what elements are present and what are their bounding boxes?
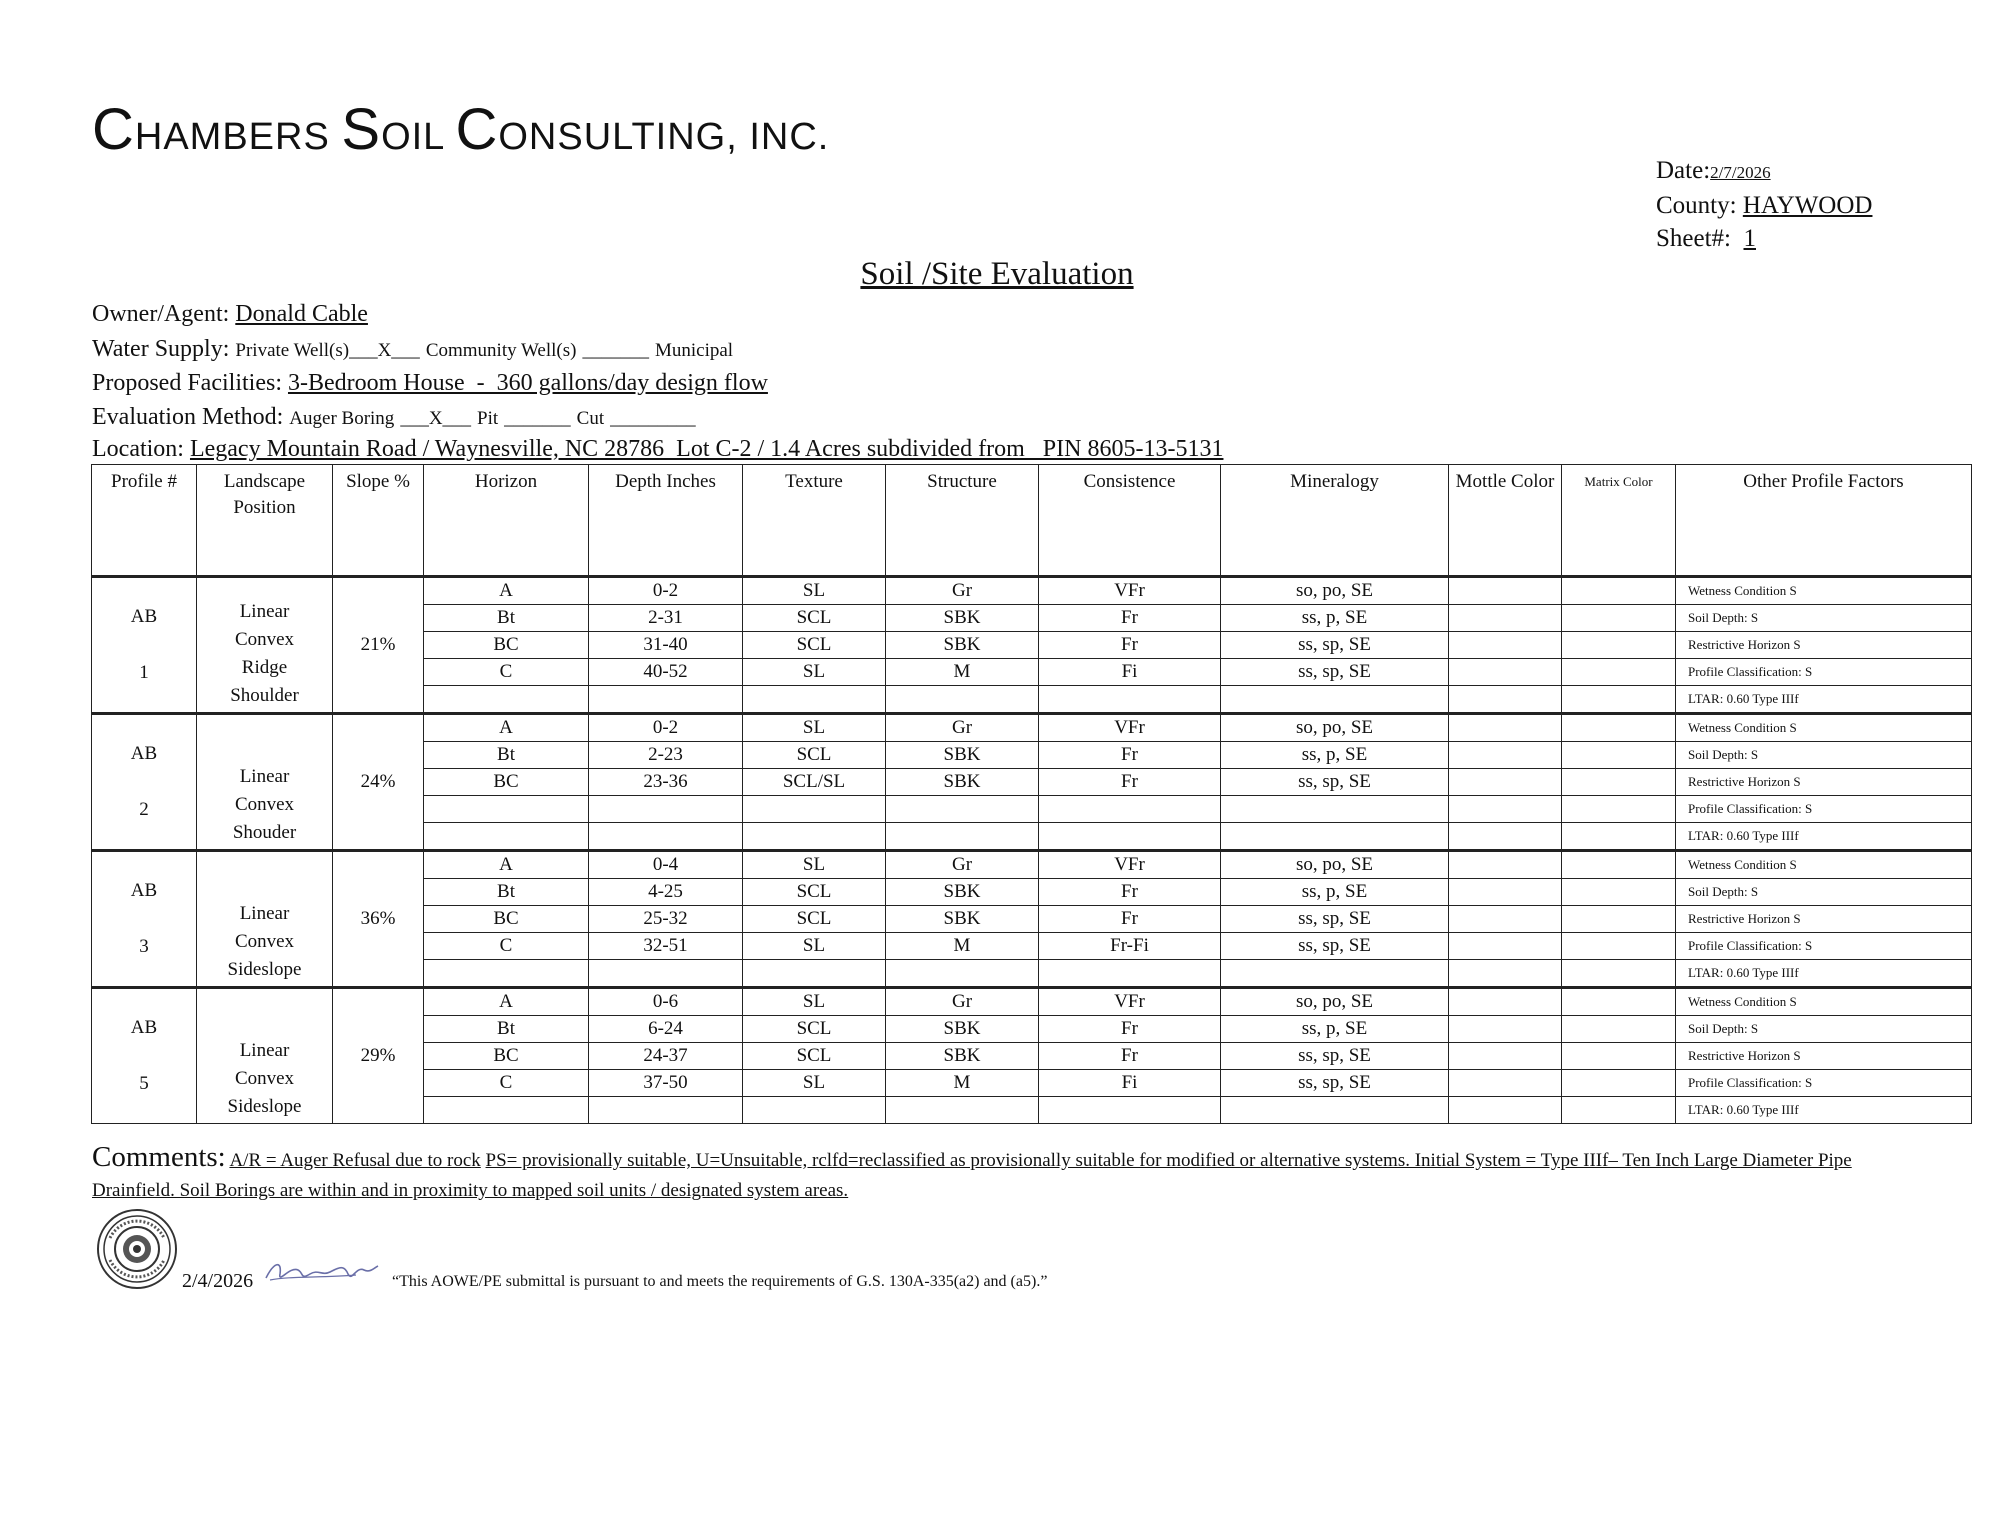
mottle-color-cell — [1449, 742, 1562, 769]
table-cell — [1221, 823, 1449, 851]
table-cell: 2-23 — [589, 742, 743, 769]
column-header: Horizon — [424, 465, 589, 577]
column-header: Other Profile Factors — [1676, 465, 1972, 577]
statutory-statement: “This AOWE/PE submittal is pursuant to and meets the requirements of G.S. 130A-335(a2) and (a5).” — [392, 1273, 1048, 1290]
table-cell: VFr — [1039, 577, 1221, 605]
company-name-initial: C — [455, 97, 499, 162]
mottle-color-cell — [1449, 960, 1562, 988]
table-cell: Fr — [1039, 906, 1221, 933]
table-cell — [886, 1097, 1039, 1124]
table-cell — [1221, 796, 1449, 823]
profile-factor-cell: Soil Depth: S — [1676, 742, 1972, 769]
table-cell: ss, sp, SE — [1221, 659, 1449, 686]
profile-factor-cell: Profile Classification: S — [1676, 796, 1972, 823]
table-cell: 0-2 — [589, 577, 743, 605]
column-header: Profile # — [92, 465, 197, 577]
column-header: Texture — [743, 465, 886, 577]
matrix-color-cell — [1562, 988, 1676, 1016]
table-cell: 32-51 — [589, 933, 743, 960]
matrix-color-cell — [1562, 686, 1676, 714]
table-cell: ss, p, SE — [1221, 1016, 1449, 1043]
table-cell: ss, sp, SE — [1221, 933, 1449, 960]
table-cell: 6-24 — [589, 1016, 743, 1043]
table-cell — [589, 686, 743, 714]
table-cell — [1221, 1097, 1449, 1124]
table-cell: VFr — [1039, 714, 1221, 742]
table-cell — [743, 686, 886, 714]
table-cell: C — [424, 1070, 589, 1097]
table-cell — [886, 796, 1039, 823]
table-cell: Fr — [1039, 769, 1221, 796]
table-cell: Gr — [886, 988, 1039, 1016]
table-cell — [424, 1097, 589, 1124]
table-cell — [589, 1097, 743, 1124]
profile-factor-cell: Profile Classification: S — [1676, 933, 1972, 960]
water-supply-field: Water Supply: Private Well(s)___X___ Community Well(s) _______ Municipal — [92, 336, 734, 362]
table-cell: C — [424, 659, 589, 686]
table-cell: SL — [743, 659, 886, 686]
profile-factor-cell: LTAR: 0.60 Type IIIf — [1676, 1097, 1972, 1124]
table-cell: Bt — [424, 605, 589, 632]
profile-factor-cell: Soil Depth: S — [1676, 879, 1972, 906]
mottle-color-cell — [1449, 823, 1562, 851]
column-header: Structure — [886, 465, 1039, 577]
table-cell: Bt — [424, 742, 589, 769]
matrix-color-cell — [1562, 851, 1676, 879]
table-cell — [743, 960, 886, 988]
table-row — [92, 577, 1972, 605]
table-row — [92, 988, 1972, 1016]
owner-field: Owner/Agent: Donald Cable — [92, 301, 368, 327]
table-cell: SCL — [743, 1016, 886, 1043]
table-cell: 24-37 — [589, 1043, 743, 1070]
table-cell: Fr — [1039, 742, 1221, 769]
table-cell: SBK — [886, 769, 1039, 796]
table-cell — [1039, 796, 1221, 823]
mottle-color-cell — [1449, 1097, 1562, 1124]
mottle-color-cell — [1449, 988, 1562, 1016]
matrix-color-cell — [1562, 659, 1676, 686]
sheet-line: Sheet#: 1 — [1656, 225, 1756, 252]
county-value: HAYWOOD — [1742, 192, 1873, 219]
table-cell: A — [424, 988, 589, 1016]
profile-factor-cell: Restrictive Horizon S — [1676, 1043, 1972, 1070]
mottle-color-cell — [1449, 1043, 1562, 1070]
table-cell: 0-2 — [589, 714, 743, 742]
table-cell: ss, sp, SE — [1221, 769, 1449, 796]
mottle-color-cell — [1449, 879, 1562, 906]
soil-evaluation-table — [91, 464, 1972, 1124]
landscape-position-cell: Linear Convex Shouder — [197, 714, 333, 851]
table-cell: ss, sp, SE — [1221, 906, 1449, 933]
mottle-color-cell — [1449, 659, 1562, 686]
document-meta — [1656, 154, 1872, 255]
table-cell — [424, 686, 589, 714]
matrix-color-cell — [1562, 769, 1676, 796]
signature-icon — [260, 1256, 382, 1290]
table-cell — [424, 960, 589, 988]
table-cell: BC — [424, 906, 589, 933]
seal-icon — [96, 1208, 178, 1290]
table-cell: Fr — [1039, 632, 1221, 659]
profile-factor-cell: LTAR: 0.60 Type IIIf — [1676, 686, 1972, 714]
table-cell: SL — [743, 851, 886, 879]
date-value: 2/7/2026 — [1710, 163, 1771, 182]
matrix-color-cell — [1562, 1097, 1676, 1124]
table-cell — [424, 796, 589, 823]
table-body — [92, 577, 1972, 1124]
company-name-part: ONSULTING, INC. — [498, 116, 830, 158]
table-cell: 2-31 — [589, 605, 743, 632]
table-cell: C — [424, 933, 589, 960]
table-cell: M — [886, 659, 1039, 686]
matrix-color-cell — [1562, 605, 1676, 632]
table-cell — [743, 1097, 886, 1124]
table-cell: BC — [424, 1043, 589, 1070]
table-cell: 40-52 — [589, 659, 743, 686]
table-cell: A — [424, 577, 589, 605]
table-cell — [1221, 960, 1449, 988]
company-name-initial: C — [92, 97, 135, 162]
table-cell — [589, 960, 743, 988]
profile-number-cell: AB 2 — [92, 714, 197, 851]
table-cell: M — [886, 933, 1039, 960]
matrix-color-cell — [1562, 1070, 1676, 1097]
table-cell: Fr — [1039, 879, 1221, 906]
table-header-row — [92, 465, 1972, 577]
table-cell: SCL/SL — [743, 769, 886, 796]
profile-number-cell: AB 3 — [92, 851, 197, 988]
table-cell — [1039, 823, 1221, 851]
table-cell: SCL — [743, 742, 886, 769]
mottle-color-cell — [1449, 906, 1562, 933]
column-header: Depth Inches — [589, 465, 743, 577]
table-cell: so, po, SE — [1221, 988, 1449, 1016]
profile-factor-cell: Profile Classification: S — [1676, 1070, 1972, 1097]
table-cell: Gr — [886, 577, 1039, 605]
mottle-color-cell — [1449, 632, 1562, 659]
table-cell: 4-25 — [589, 879, 743, 906]
mottle-color-cell — [1449, 1070, 1562, 1097]
table-cell: 0-6 — [589, 988, 743, 1016]
table-cell — [743, 823, 886, 851]
table-cell: ss, p, SE — [1221, 605, 1449, 632]
facilities-value: 3-Bedroom House - 360 gallons/day design flow — [287, 370, 768, 396]
owner-value: Donald Cable — [235, 301, 368, 327]
mottle-color-cell — [1449, 769, 1562, 796]
table-cell — [589, 796, 743, 823]
mottle-color-cell — [1449, 577, 1562, 605]
table-cell: Fr — [1039, 605, 1221, 632]
table-cell — [1221, 686, 1449, 714]
table-row — [92, 851, 1972, 879]
table-cell: SBK — [886, 879, 1039, 906]
soil-scientist-seal — [96, 1208, 178, 1290]
comments-label: Comments: — [92, 1141, 226, 1173]
table-cell: Bt — [424, 879, 589, 906]
table-cell: A — [424, 714, 589, 742]
slope-cell: 21% — [333, 577, 424, 714]
table-cell — [886, 823, 1039, 851]
mottle-color-cell — [1449, 796, 1562, 823]
matrix-color-cell — [1562, 742, 1676, 769]
matrix-color-cell — [1562, 796, 1676, 823]
table-cell: 23-36 — [589, 769, 743, 796]
matrix-color-cell — [1562, 1016, 1676, 1043]
profile-factor-cell: Wetness Condition S — [1676, 577, 1972, 605]
column-header: Mottle Color — [1449, 465, 1562, 577]
slope-cell: 36% — [333, 851, 424, 988]
table-cell: SCL — [743, 605, 886, 632]
table-cell: ss, sp, SE — [1221, 1043, 1449, 1070]
table-cell: Gr — [886, 851, 1039, 879]
table-cell: Fi — [1039, 659, 1221, 686]
page-title: Soil /Site Evaluation — [860, 256, 1134, 292]
table-cell: ss, sp, SE — [1221, 632, 1449, 659]
table-cell: 0-4 — [589, 851, 743, 879]
table-cell: Bt — [424, 1016, 589, 1043]
table-cell: SBK — [886, 632, 1039, 659]
comments-text-2: PS= provisionally suitable, U=Unsuitable, rclfd=reclassified as provisionally suitable for modified or alternative systems. Initial System = Type IIIf– Ten Inch Large Diameter Pipe Drainfield. Soil Borings are within and in proximity to mapped soil units / designated system areas. — [92, 1150, 1852, 1201]
comments-text-1: A/R = Auger Refusal due to rock — [229, 1150, 481, 1171]
matrix-color-cell — [1562, 906, 1676, 933]
company-name-part: OIL — [381, 116, 456, 158]
comments — [92, 1142, 1902, 1206]
table-cell: SL — [743, 1070, 886, 1097]
profile-factor-cell: Restrictive Horizon S — [1676, 632, 1972, 659]
table-cell: SBK — [886, 1016, 1039, 1043]
column-header: Mineralogy — [1221, 465, 1449, 577]
location-value: Legacy Mountain Road / Waynesville, NC 28786 Lot C-2 / 1.4 Acres subdivided from PIN 8605-13-5131 — [189, 436, 1224, 462]
landscape-position-cell: Linear Convex Ridge Shoulder — [197, 577, 333, 714]
mottle-color-cell — [1449, 933, 1562, 960]
signature-date: 2/4/2026 — [182, 1270, 254, 1292]
table-cell: SCL — [743, 879, 886, 906]
company-name-part: HAMBERS — [134, 116, 342, 158]
mottle-color-cell — [1449, 714, 1562, 742]
company-name-initial: S — [341, 97, 382, 162]
sheet-value: 1 — [1743, 225, 1756, 252]
table-cell: Fr-Fi — [1039, 933, 1221, 960]
landscape-position-cell: Linear Convex Sideslope — [197, 851, 333, 988]
landscape-position-cell: Linear Convex Sideslope — [197, 988, 333, 1124]
table-cell: VFr — [1039, 988, 1221, 1016]
mottle-color-cell — [1449, 851, 1562, 879]
table-cell: M — [886, 1070, 1039, 1097]
matrix-color-cell — [1562, 1043, 1676, 1070]
table-row — [92, 714, 1972, 742]
table-cell: 25-32 — [589, 906, 743, 933]
mottle-color-cell — [1449, 605, 1562, 632]
table-cell — [886, 960, 1039, 988]
table-cell: so, po, SE — [1221, 851, 1449, 879]
table-cell — [424, 823, 589, 851]
profile-factor-cell: Wetness Condition S — [1676, 851, 1972, 879]
mottle-color-cell — [1449, 1016, 1562, 1043]
date-line: Date:2/7/2026 — [1656, 157, 1771, 184]
table-cell: 31-40 — [589, 632, 743, 659]
column-header: Slope % — [333, 465, 424, 577]
table-cell — [1039, 686, 1221, 714]
matrix-color-cell — [1562, 577, 1676, 605]
matrix-color-cell — [1562, 879, 1676, 906]
column-header: Landscape Position — [197, 465, 333, 577]
facilities-field: Proposed Facilities: 3-Bedroom House - 360 gallons/day design flow — [92, 370, 768, 396]
table-cell: Fi — [1039, 1070, 1221, 1097]
matrix-color-cell — [1562, 823, 1676, 851]
table-cell: ss, p, SE — [1221, 742, 1449, 769]
column-header: Consistence — [1039, 465, 1221, 577]
profile-factor-cell: Soil Depth: S — [1676, 605, 1972, 632]
table-cell: SL — [743, 988, 886, 1016]
table-cell: VFr — [1039, 851, 1221, 879]
matrix-color-cell — [1562, 632, 1676, 659]
table-cell: ss, p, SE — [1221, 879, 1449, 906]
matrix-color-cell — [1562, 960, 1676, 988]
table-cell: Fr — [1039, 1016, 1221, 1043]
profile-factor-cell: Wetness Condition S — [1676, 988, 1972, 1016]
table-cell: SBK — [886, 1043, 1039, 1070]
profile-factor-cell: Wetness Condition S — [1676, 714, 1972, 742]
table-cell: so, po, SE — [1221, 577, 1449, 605]
table-cell — [743, 796, 886, 823]
table-cell: SBK — [886, 742, 1039, 769]
profile-factor-cell: Restrictive Horizon S — [1676, 906, 1972, 933]
table-cell — [1039, 960, 1221, 988]
table-cell: SBK — [886, 906, 1039, 933]
table-cell: SL — [743, 933, 886, 960]
table-cell — [589, 823, 743, 851]
column-header: Matrix Color — [1562, 465, 1676, 577]
table-cell: SCL — [743, 906, 886, 933]
profile-factor-cell: Restrictive Horizon S — [1676, 769, 1972, 796]
table-cell: Gr — [886, 714, 1039, 742]
location-field: Location: Legacy Mountain Road / Waynesville, NC 28786 Lot C-2 / 1.4 Acres subdivided from PIN 8605-13-5131 — [92, 436, 1224, 462]
table-cell: SL — [743, 714, 886, 742]
table-cell: BC — [424, 632, 589, 659]
slope-cell: 29% — [333, 988, 424, 1124]
table-cell: A — [424, 851, 589, 879]
profile-number-cell: AB 1 — [92, 577, 197, 714]
profile-factor-cell: LTAR: 0.60 Type IIIf — [1676, 823, 1972, 851]
table-cell: SCL — [743, 632, 886, 659]
table-cell: SCL — [743, 1043, 886, 1070]
evaluation-method-field: Evaluation Method: Auger Boring ___X___ Pit _______ Cut _________ — [92, 404, 696, 430]
table-cell: SBK — [886, 605, 1039, 632]
table-cell: Fr — [1039, 1043, 1221, 1070]
matrix-color-cell — [1562, 933, 1676, 960]
table-cell — [886, 686, 1039, 714]
profile-factor-cell: LTAR: 0.60 Type IIIf — [1676, 960, 1972, 988]
profile-number-cell: AB 5 — [92, 988, 197, 1124]
profile-factor-cell: Soil Depth: S — [1676, 1016, 1972, 1043]
matrix-color-cell — [1562, 714, 1676, 742]
table-cell: so, po, SE — [1221, 714, 1449, 742]
table-cell: ss, sp, SE — [1221, 1070, 1449, 1097]
table-cell — [1039, 1097, 1221, 1124]
company-name — [92, 96, 829, 163]
table-cell: SL — [743, 577, 886, 605]
mottle-color-cell — [1449, 686, 1562, 714]
slope-cell: 24% — [333, 714, 424, 851]
table-cell: 37-50 — [589, 1070, 743, 1097]
profile-factor-cell: Profile Classification: S — [1676, 659, 1972, 686]
county-line: County: HAYWOOD — [1656, 192, 1873, 219]
table-cell: BC — [424, 769, 589, 796]
